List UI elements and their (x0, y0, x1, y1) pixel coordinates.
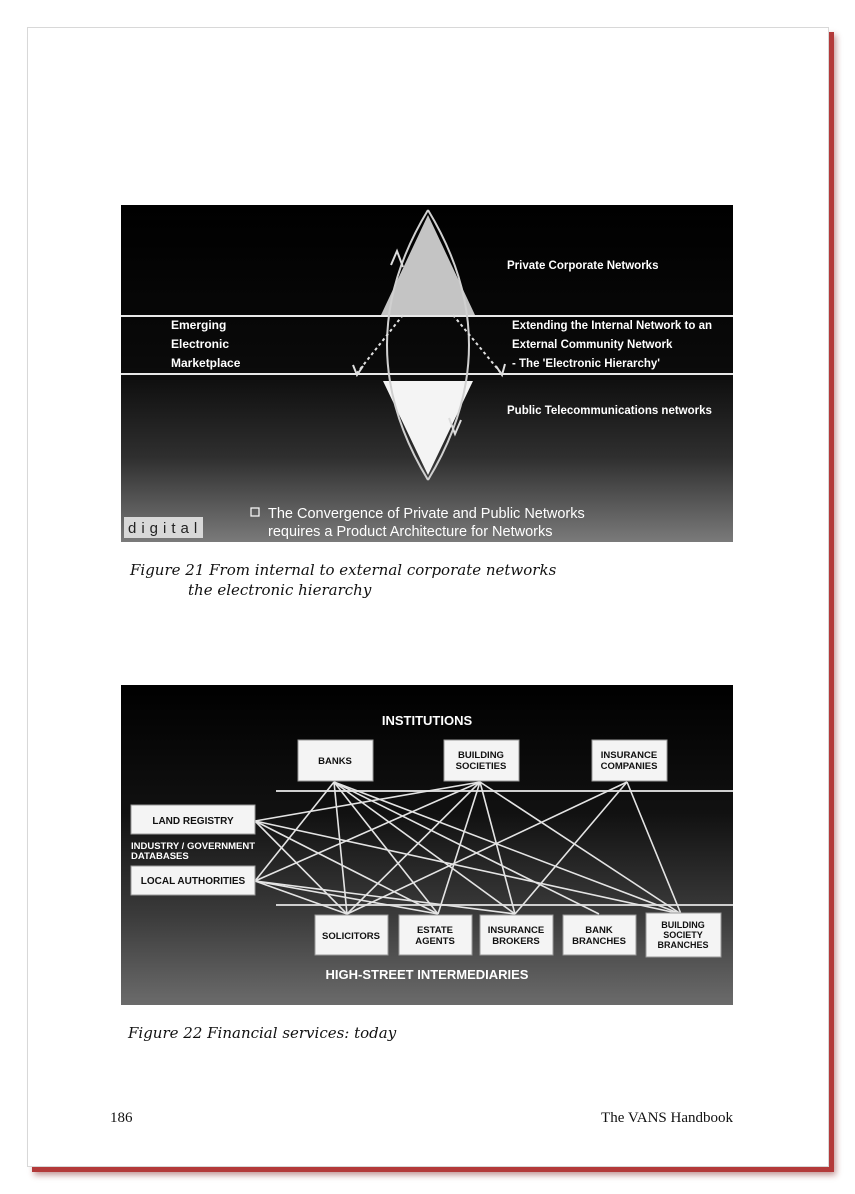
emerging-label-1: Emerging (171, 318, 227, 332)
building-societies-label-2: SOCIETIES (455, 761, 507, 772)
banks-label: BANKS (318, 756, 352, 767)
digital-logo-text: digital (128, 520, 203, 537)
institutions-heading: INSTITUTIONS (381, 713, 473, 728)
insurance-companies-label-1: INSURANCE (600, 750, 658, 761)
book-title: The VANS Handbook (601, 1110, 733, 1126)
private-network-triangle (381, 215, 475, 315)
extending-label-3: - The 'Electronic Hierarchy' (512, 358, 660, 370)
connection-lines (255, 782, 681, 914)
bs-branches-label-3: BRANCHES (657, 940, 709, 950)
extending-label-2: External Community Network (512, 339, 673, 351)
extending-label-1: Extending the Internal Network to an (512, 320, 712, 332)
page-number: 186 (110, 1110, 133, 1126)
convergence-line-2: requires a Product Architecture for Networks (268, 524, 553, 540)
figure-22-diagram (121, 685, 733, 1005)
bs-branches-label-1: BUILDING (661, 920, 705, 930)
convergence-line-1: The Convergence of Private and Public Networks (268, 506, 585, 522)
industry-gov-label-1: INDUSTRY / GOVERNMENT (131, 841, 256, 852)
figure-22-slide (121, 685, 733, 1005)
building-societies-label-1: BUILDING (458, 750, 504, 761)
figure-21-slide (121, 205, 733, 542)
emerging-label-3: Marketplace (171, 356, 241, 370)
estate-agents-label-1: ESTATE (416, 925, 454, 936)
high-street-heading: HIGH-STREET INTERMEDIARIES (325, 967, 529, 982)
public-network-triangle (383, 381, 473, 475)
solicitors-label: SOLICITORS (322, 931, 380, 942)
land-registry-label: LAND REGISTRY (152, 816, 234, 827)
figure-21-caption-line-2: the electronic hierarchy (188, 581, 372, 599)
bank-branches-label-1: BANK (585, 925, 613, 936)
insurance-companies-label-2: COMPANIES (600, 761, 658, 772)
local-authorities-label: LOCAL AUTHORITIES (140, 876, 246, 887)
right-dotted-line (453, 315, 501, 373)
figure-21-diagram (121, 205, 733, 542)
industry-gov-label-2: DATABASES (131, 851, 189, 862)
public-networks-label: Public Telecommunications networks (507, 405, 712, 417)
estate-agents-label-2: AGENTS (415, 936, 455, 947)
emerging-label-2: Electronic (171, 337, 230, 351)
left-dotted-line (357, 315, 403, 373)
private-networks-label: Private Corporate Networks (507, 260, 659, 272)
bs-branches-label-2: SOCIETY (663, 930, 703, 940)
bullet-square-icon (251, 508, 259, 516)
insurance-brokers-label-1: INSURANCE (487, 925, 545, 936)
figure-22-caption: Figure 22 Financial services: today (128, 1024, 397, 1042)
bank-branches-label-2: BRANCHES (572, 936, 626, 947)
insurance-brokers-label-2: BROKERS (492, 936, 540, 947)
figure-21-caption-line-1: Figure 21 From internal to external corporate networks (130, 561, 557, 579)
arrow-up-icon (391, 251, 403, 267)
